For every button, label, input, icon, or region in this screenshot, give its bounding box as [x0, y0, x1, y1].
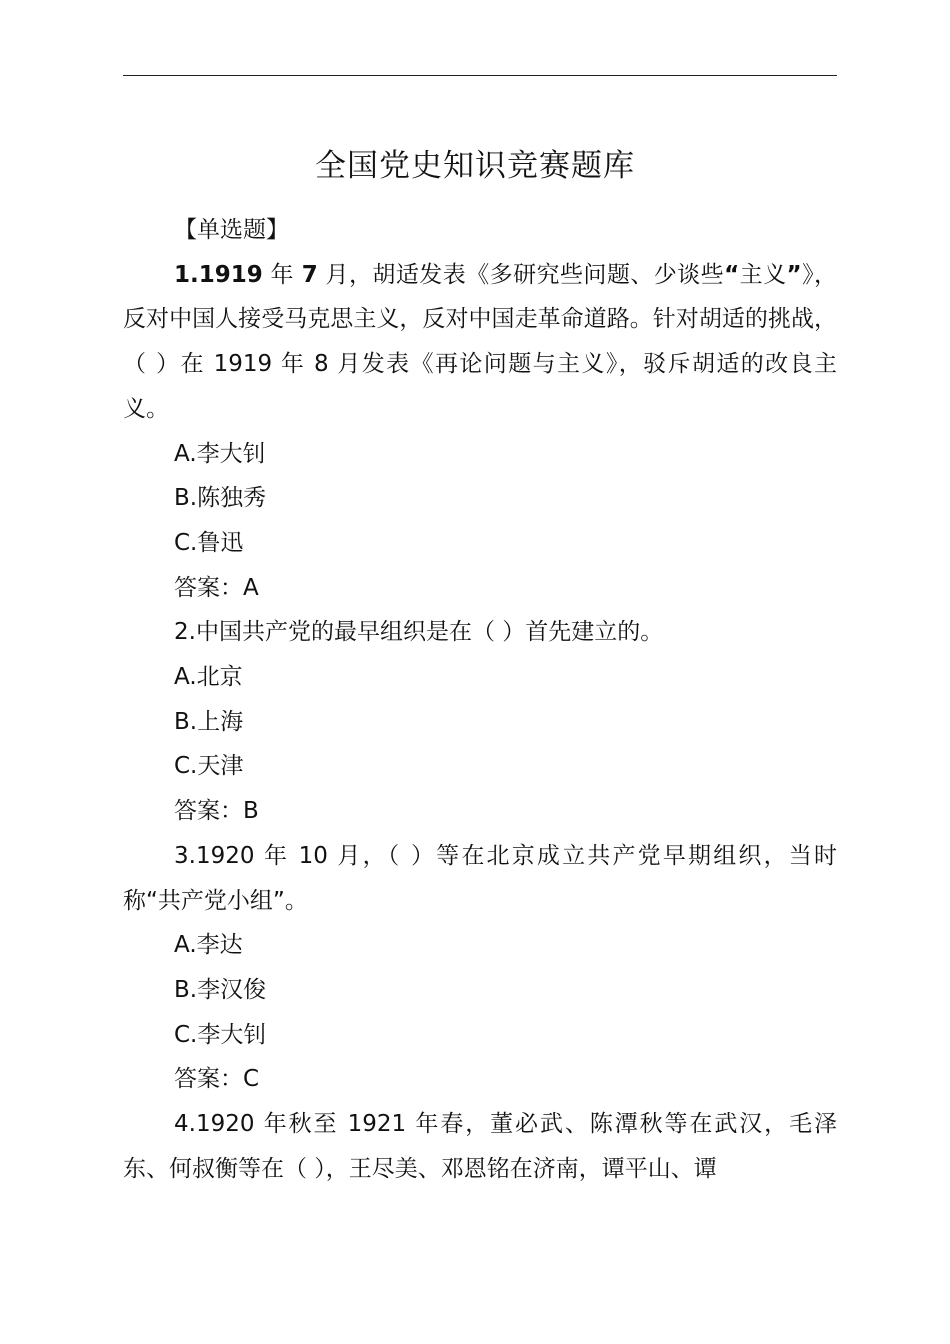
q3-option-c: C.李大钊 — [174, 1021, 267, 1048]
q2-option-c: C.天津 — [174, 753, 244, 780]
q2-option-a: A.北京 — [174, 664, 243, 691]
q1-option-a: A.李大钊 — [174, 440, 266, 467]
question-2: 2.中国共产党的最早组织是在（ ）首先建立的。 — [174, 619, 664, 646]
document-body — [123, 208, 837, 1191]
q3-answer: 答案：C — [174, 1066, 260, 1093]
question-3: 3.1920 年 10 月，（ ）等在北京成立共产党早期组织，当时称“共产党小组”。 — [123, 842, 837, 914]
section-heading: 【单选题】 — [174, 217, 289, 243]
document-title: 全国党史知识竞赛题库 — [315, 148, 635, 184]
q1-option-c: C.鲁迅 — [174, 529, 244, 556]
q2-option-b: B.上海 — [174, 708, 244, 735]
question-1: 1.1919 年 7 月，胡适发表《多研究些问题、少谈些“主义”》，反对中国人接受马克思主义，反对中国走革命道路。针对胡适的挑战，（ ）在 1919 年 8 月发表《再论问题与主义》，驳斥胡适的改良主义。 — [123, 261, 838, 422]
q3-option-b: B.李汉俊 — [174, 976, 267, 1003]
header-rule — [123, 75, 837, 76]
q2-answer: 答案：B — [174, 798, 259, 825]
q1-answer: 答案：A — [174, 574, 259, 601]
q3-option-a: A.李达 — [174, 932, 243, 959]
question-4: 4.1920 年秋至 1921 年春，董必武、陈潭秋等在武汉，毛泽东、何叔衡等在（ ），王尽美、邓恩铭在济南，谭平山、谭 — [123, 1111, 837, 1182]
q1-option-b: B.陈独秀 — [174, 485, 267, 512]
